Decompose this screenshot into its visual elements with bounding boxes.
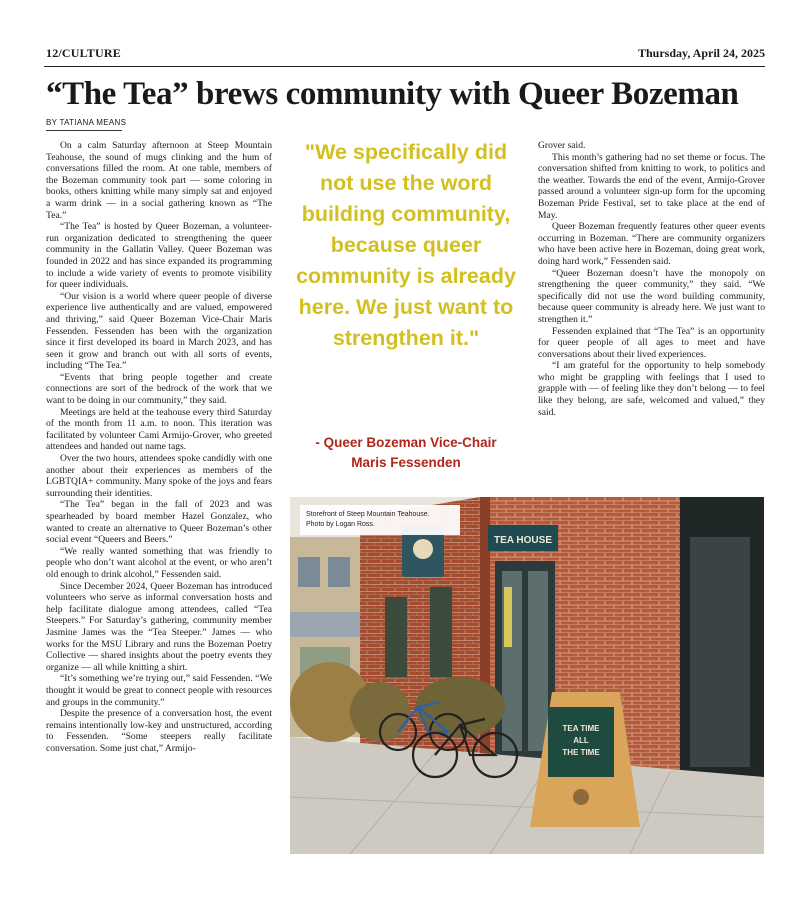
- attribution-line: - Queer Bozeman Vice-Chair: [315, 435, 497, 450]
- issue-date: Thursday, April 24, 2025: [637, 46, 765, 60]
- paragraph: “We really wanted something that was friendly to people who don’t want alcohol at the event, or who aren’t old enough to drink alcohol,” Fessenden said.: [46, 545, 272, 580]
- paragraph: “Queer Bozeman doesn’t have the monopoly on strengthening the queer community,” they said. “We specifically did not use the word building community, because queer community is already here. We just want to strengthen it.”: [538, 267, 765, 325]
- sandwich-board-line: THE TIME: [562, 748, 600, 757]
- paragraph: Despite the presence of a conversation host, the event remains intentionally low-key and unstructured, according to Fessenden. “Some steepers really facilitate conversation. Some just chat,” Armijo-: [46, 708, 272, 754]
- paragraph: “The Tea” is hosted by Queer Bozeman, a volunteer-run organization dedicated to strengthening the queer community in the Gallatin Valley. Queer Bozeman was founded in 2022 and has since expanded its programming to include a wide variety of events to promote visibility for queer individuals.: [46, 221, 272, 291]
- paragraph: This month’s gathering had no set theme or focus. The conversation shifted from knitting to work, to politics and the weather. Towards the end of the event, Armijo-Grover passed around a volunteer sign-up form for the upcoming Bozeman Pride Festival, set to take place at the end of May.: [538, 151, 765, 221]
- section-label: 12/CULTURE: [46, 46, 121, 60]
- caption-line: Photo by Logan Ross.: [306, 521, 375, 528]
- article-headline: “The Tea” brews community with Queer Bozeman: [46, 76, 739, 112]
- pull-quote: "We specifically did not use the word building community, because queer community is already here. We just want to strengthen it.": [296, 140, 516, 350]
- header-divider: [44, 66, 765, 67]
- paragraph: Fessenden explained that “The Tea” is an opportunity for queer people of all ages to meet and have conversations about their lived experiences.: [538, 325, 765, 360]
- paragraph: “Our vision is a world where queer people of diverse experience live authentically and are valued, empowered and thriving,” said Queer Bozeman Vice-Chair Maris Fessenden. Fessenden has been with the organization since it first developed its board in March 2023, and has seen it grow and branch out with all sorts of events, including “The Tea.”: [46, 290, 272, 372]
- byline: BY TATIANA MEANS: [46, 118, 127, 127]
- paragraph: Over the two hours, attendees spoke candidly with one another about their experiences as members of the LGBTQIA+ community. Many spoke of the joys and fears surrounding their identities.: [46, 453, 272, 499]
- storefront-illustration: [290, 497, 764, 854]
- storefront-photo: [290, 497, 764, 854]
- paragraph: Since December 2024, Queer Bozeman has introduced volunteers who serve as informal conversation hosts and help facilitate dialogue among attendees, called “Tea Steepers.” For Saturday’s gathering, community member Jasmine James was the “Tea Steeper.” James — who works for the MSU Library and runs the Bozeman Poetry Collective — shared insights about the poetry events they organize — all while knitting a shirt.: [46, 580, 272, 673]
- paragraph: On a calm Saturday afternoon at Steep Mountain Teahouse, the sound of mugs clinking and the hum of conversations filled the room. At one table, members of the Bozeman community took part — some coloring in books, others knitting while many simply sat and enjoyed a warm drink — in a social gathering known as “The Tea.”: [46, 140, 272, 221]
- paragraph: “The Tea” began in the fall of 2023 and was spearheaded by board member Hazel Gonzalez, who wanted to create an alternative to Queer Bozeman’s other social event “Queers and Beers.”: [46, 499, 272, 546]
- caption-line: Storefront of Steep Mountain Teahouse.: [306, 511, 430, 518]
- tea-house-sign: TEA HOUSE: [494, 535, 552, 546]
- paragraph: Queer Bozeman frequently features other queer events occurring in Bozeman. “There are community organizers who have been active here in Bozeman, doing great work, doing hard work,” Fessenden said.: [538, 221, 765, 267]
- byline-divider: [46, 130, 122, 131]
- paragraph: “I am grateful for the opportunity to help somebody who might be grappling with feelings that I used to grapple with — of feeling like they don’t belong — to feel like they belong, are safe, welcomed and valued,” they said.: [538, 360, 765, 418]
- photo-caption: [300, 505, 460, 535]
- attribution-line: Maris Fessenden: [351, 455, 461, 470]
- pull-quote-attribution: [290, 433, 522, 473]
- paragraph: “It’s something we’re trying out,” said Fessenden. “We thought it would be great to connect people with resources and groups in the community.”: [46, 673, 272, 708]
- paragraph-continuation: Grover said.: [538, 140, 586, 151]
- article-column-right: [538, 140, 765, 418]
- paragraph: “Events that bring people together and create connections are sort of the bedrock of the work that we want to be doing in our community,” they said.: [46, 371, 272, 407]
- sandwich-board-line: ALL: [573, 736, 589, 745]
- paragraph: Meetings are held at the teahouse every third Saturday of the month from 11 a.m. to noon. This iteration was facilitated by volunteer Cami Armijo-Grover, who greeted attendees and handed out name tags.: [46, 406, 272, 453]
- sandwich-board-line: TEA TIME: [562, 724, 600, 733]
- article-column-left: [46, 140, 272, 860]
